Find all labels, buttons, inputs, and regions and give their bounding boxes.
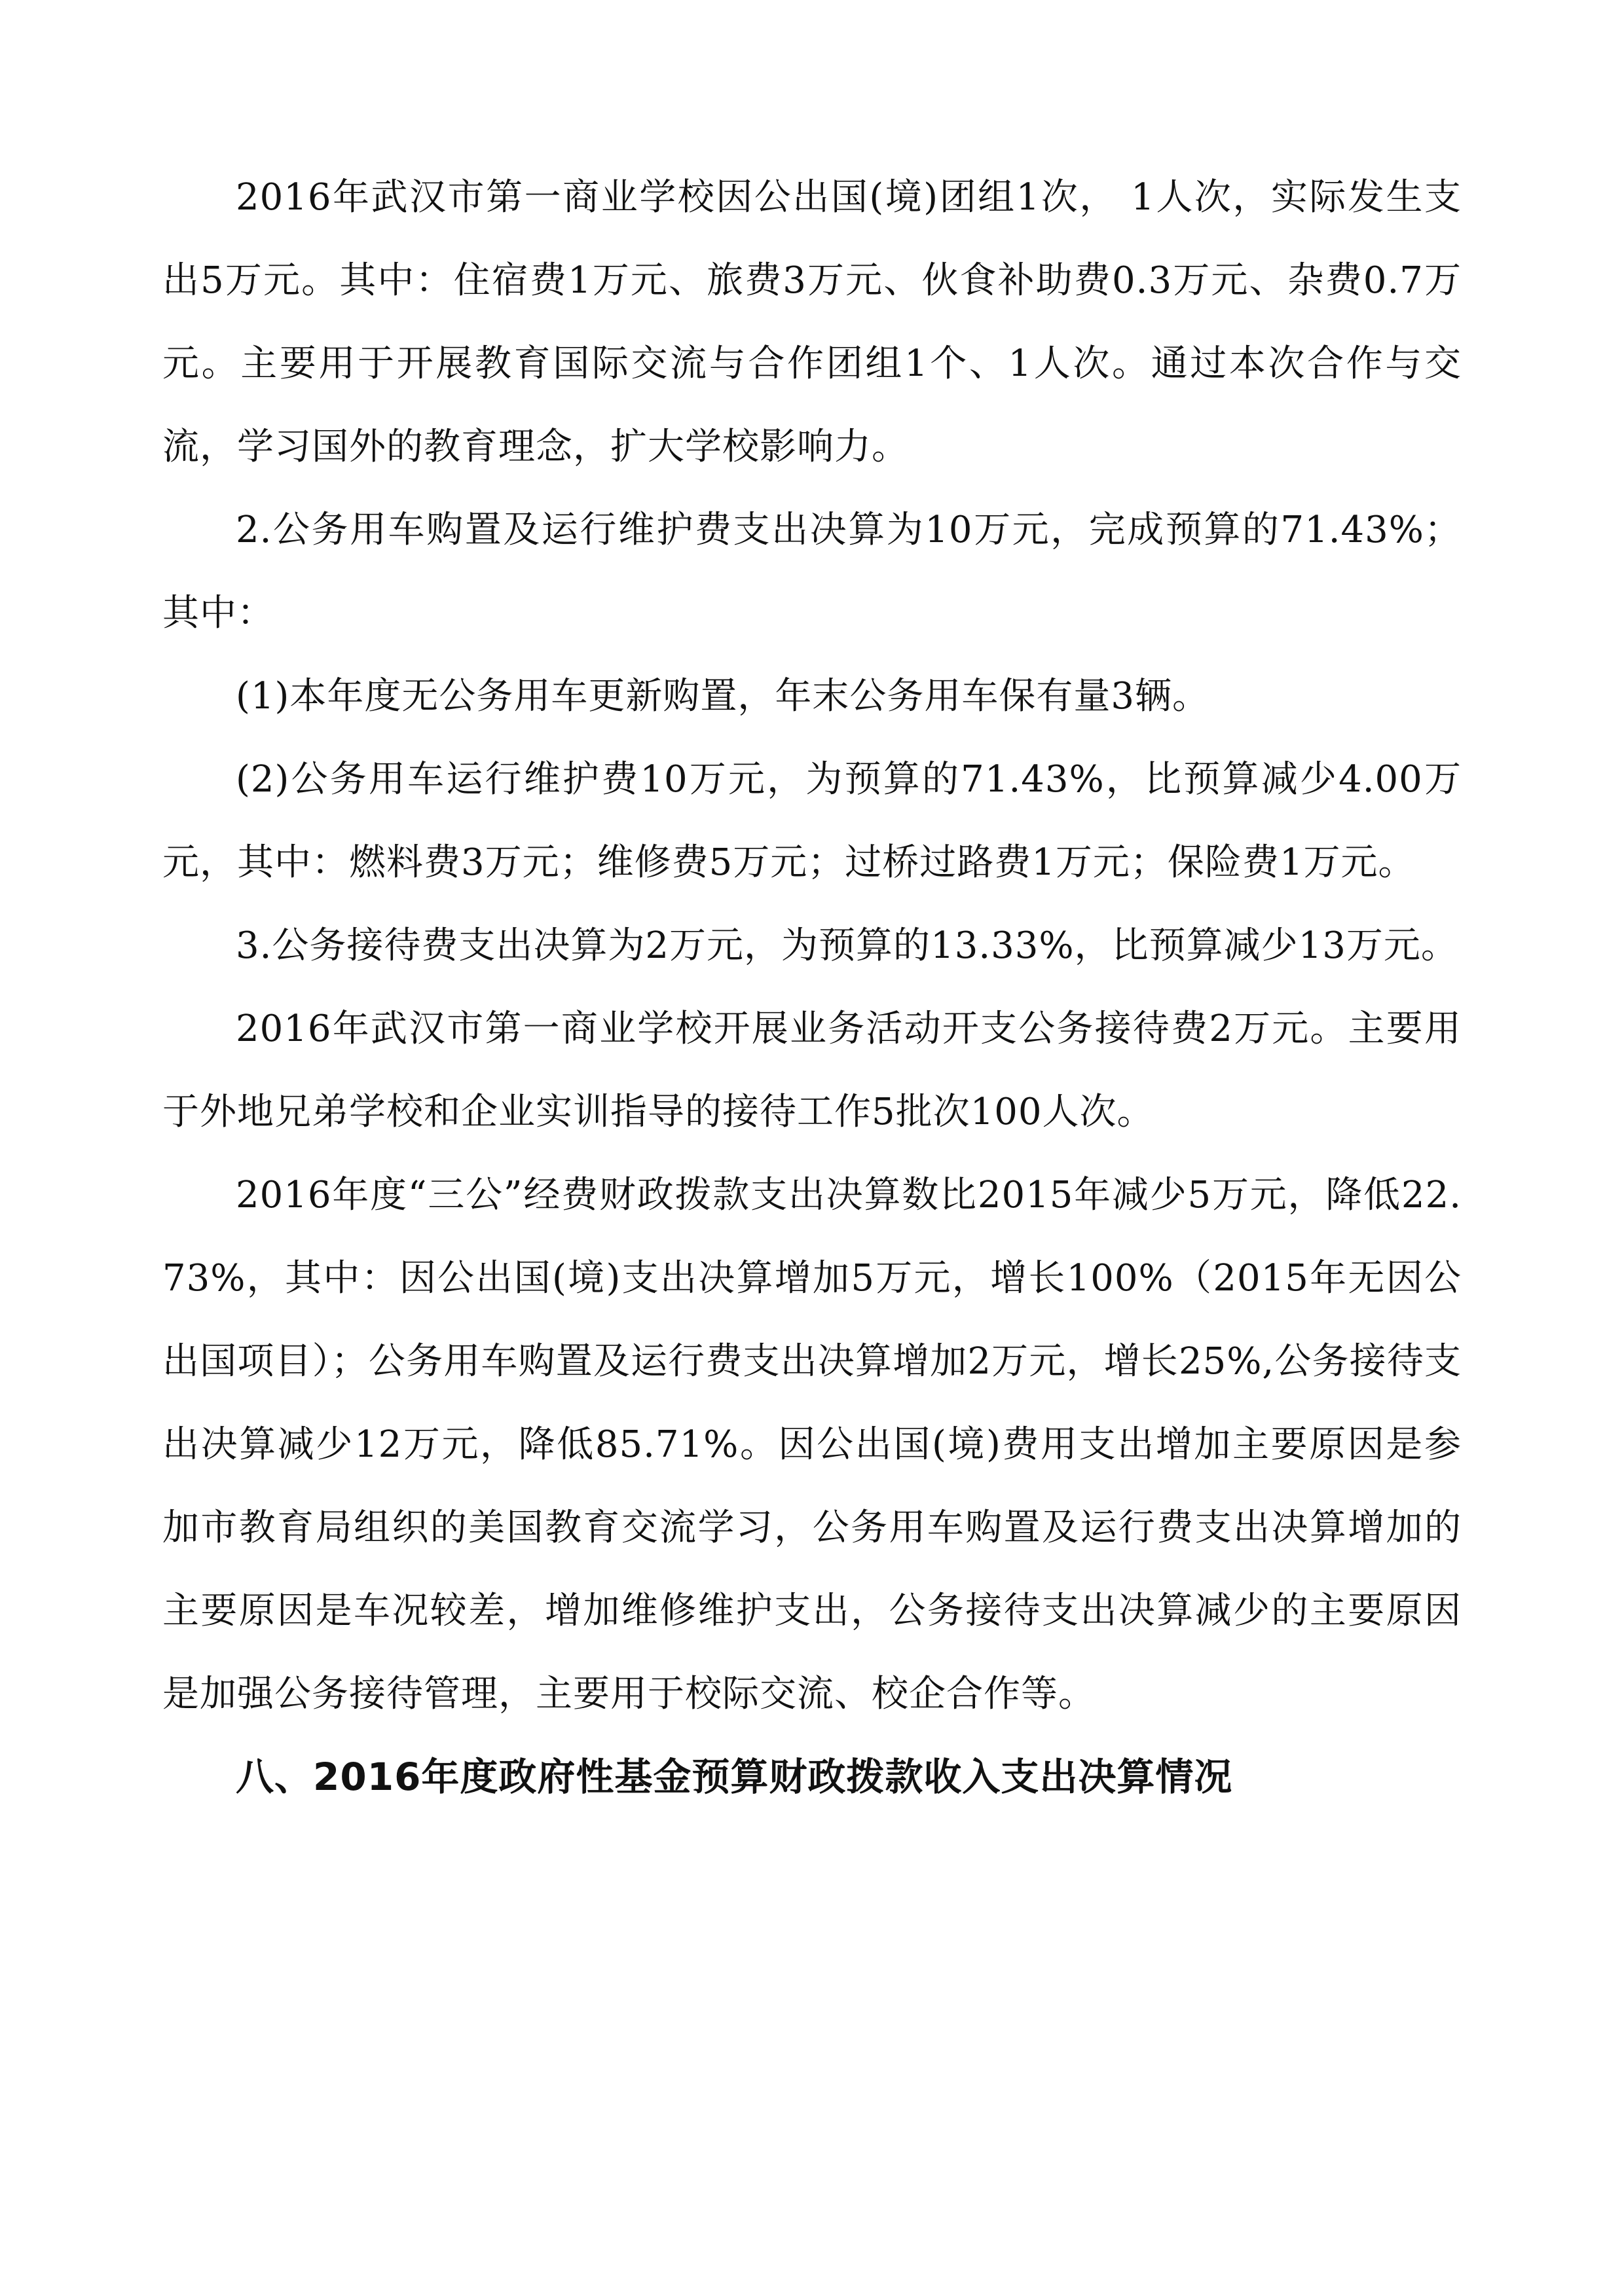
paragraph-reception-detail: 2016年武汉市第一商业学校开展业务活动开支公务接待费2万元。主要用于外地兄弟学校和企业实训指导的接待工作5批次100人次。: [162, 1008, 1462, 1133]
section-heading: 八、2016年度政府性基金预算财政拨款收入支出决算情况: [236, 1755, 1233, 1799]
paragraph-vehicle-expense: 2.公务用车购置及运行维护费支出决算为10万元，完成预算的71.43%；其中：: [162, 509, 1462, 634]
paragraph-vehicle-purchase: (1)本年度无公务用车更新购置，年末公务用车保有量3辆。: [236, 675, 1209, 718]
paragraph-three-public-comparison: 2016年度“三公”经费财政拨款支出决算数比2015年减少5万元，降低22.73%，其中：因公出国(境)支出决算增加5万元，增长100%（2015年无因公出国项目）；公务用车购置及运行费支出决算增加2万元，增长25%,公务接待支出决算减少12万元，降低85.71%。因公出国(境)费用支出增加主要原因是参加市教育局组织的美国教育交流学习，公务用车购置及运行费支出决算增加的主要原因是车况较差，增加维修维护支出，公务接待支出决算减少的主要原因是加强公务接待管理，主要用于校际交流、校企合作等。: [162, 1174, 1462, 1715]
document-page: [162, 156, 1462, 1819]
paragraph-reception-expense: 3.公务接待费支出决算为2万元，为预算的13.33%，比预算减少13万元。: [236, 924, 1458, 967]
paragraph-vehicle-maintenance: (2)公务用车运行维护费10万元，为预算的71.43%，比预算减少4.00万元，其中：燃料费3万元；维修费5万元；过桥过路费1万元；保险费1万元。: [162, 758, 1462, 884]
paragraph-overseas-trip: 2016年武汉市第一商业学校因公出国(境)团组1次， 1人次，实际发生支出5万元。其中：住宿费1万元、旅费3万元、伙食补助费0.3万元、杂费0.7万元。主要用于开展教育国际交流与合作团组1个、1人次。通过本次合作与交流，学习国外的教育理念，扩大学校影响力。: [162, 176, 1462, 468]
